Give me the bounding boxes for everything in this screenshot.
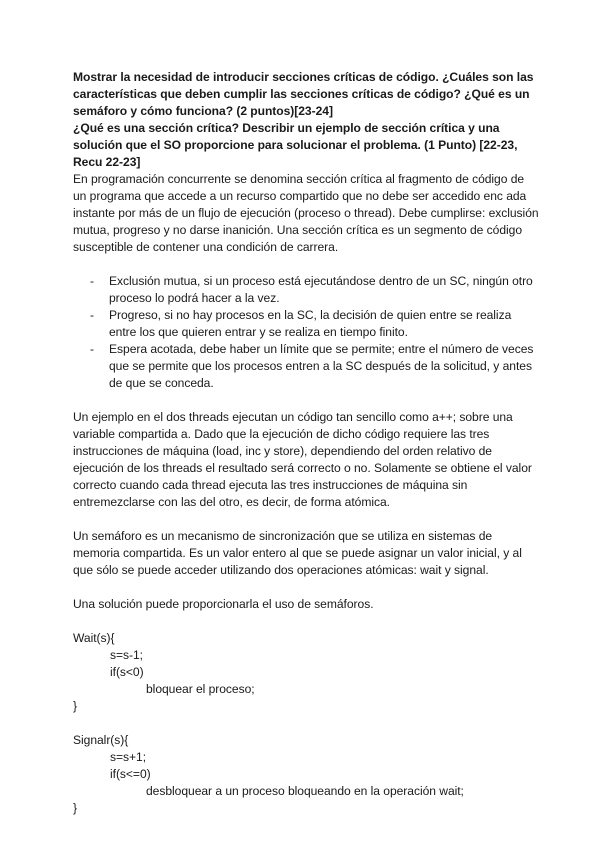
- code-line: if(s<=0): [110, 767, 151, 781]
- code-line: Signalr(s){: [73, 733, 129, 747]
- signal-code-block: [73, 732, 540, 817]
- intro-paragraph: En programación concurrente se denomina sección crítica al fragmento de código de un programa que accede a un recurso compartido que no debe ser accedido enc ada instante por más de un flujo de ejecución (proceso o thread). Debe cumplirse: exclusión mutua, progreso y no darse inanición. Una sección crítica es un segmento de código susceptible de contener una condición de carrera.: [73, 172, 539, 254]
- code-line: bloquear el proceso;: [146, 682, 255, 696]
- bullet-marker: -: [90, 308, 94, 322]
- solution-paragraph: Una solución puede proporcionarla el uso de semáforos.: [73, 597, 374, 611]
- wait-code-block: [73, 630, 540, 715]
- question-heading-1: Mostrar la necesidad de introducir secciones críticas de código. ¿Cuáles son las características que deben cumplir las secciones críticas de código? ¿Qué es un semáforo y cómo funciona? (2 puntos)[23-24]: [73, 70, 534, 118]
- code-line: Wait(s){: [73, 631, 115, 645]
- code-line: s=s+1;: [110, 750, 147, 764]
- code-line: s=s-1;: [110, 648, 143, 662]
- list-item: [73, 273, 540, 307]
- semaphore-paragraph: Un semáforo es un mecanismo de sincronización que se utiliza en sistemas de memoria compartida. Es un valor entero al que se puede asignar un valor inicial, y al que sólo se puede acceder utilizando dos operaciones atómicas: wait y signal.: [73, 529, 522, 577]
- example-paragraph: Un ejemplo en el dos threads ejecutan un código tan sencillo como a++; sobre una variable compartida a. Dado que la ejecución de dicho código requiere las tres instrucciones de máquina (load, inc y store), dependiendo del orden relativo de ejecución de los threads el resultado será correcto o no. Solamente se obtiene el valor correcto cuando cada thread ejecuta las tres instrucciones de máquina sin entremezclarse con las del otro, es decir, de forma atómica.: [73, 410, 532, 509]
- critical-section-requirements-list: [73, 273, 540, 392]
- bullet-marker: -: [90, 342, 94, 356]
- question-heading-2: ¿Qué es una sección crítica? Describir un ejemplo de sección crítica y una solución que el SO proporcione para solucionar el problema. (1 Punto) [22-23, Recu 22-23]: [73, 121, 518, 169]
- code-line: }: [73, 801, 77, 815]
- code-line: if(s<0): [110, 665, 144, 679]
- bullet-marker: -: [90, 274, 94, 288]
- code-line: }: [73, 699, 77, 713]
- code-line: desbloquear a un proceso bloqueando en la operación wait;: [146, 784, 464, 798]
- list-item-text: Exclusión mutua, si un proceso está ejecutándose dentro de un SC, ningún otro proceso lo podrá hacer a la vez.: [109, 274, 533, 305]
- list-item-text: Espera acotada, debe haber un límite que se permite; entre el número de veces que se permite que los procesos entren a la SC después de la solicitud, y antes de que se conceda.: [109, 342, 534, 390]
- list-item-text: Progreso, si no hay procesos en la SC, la decisión de quien entre se realiza entre los que quieren entrar y se realiza en tiempo finito.: [109, 308, 512, 339]
- list-item: [73, 307, 540, 341]
- list-item: [73, 341, 540, 392]
